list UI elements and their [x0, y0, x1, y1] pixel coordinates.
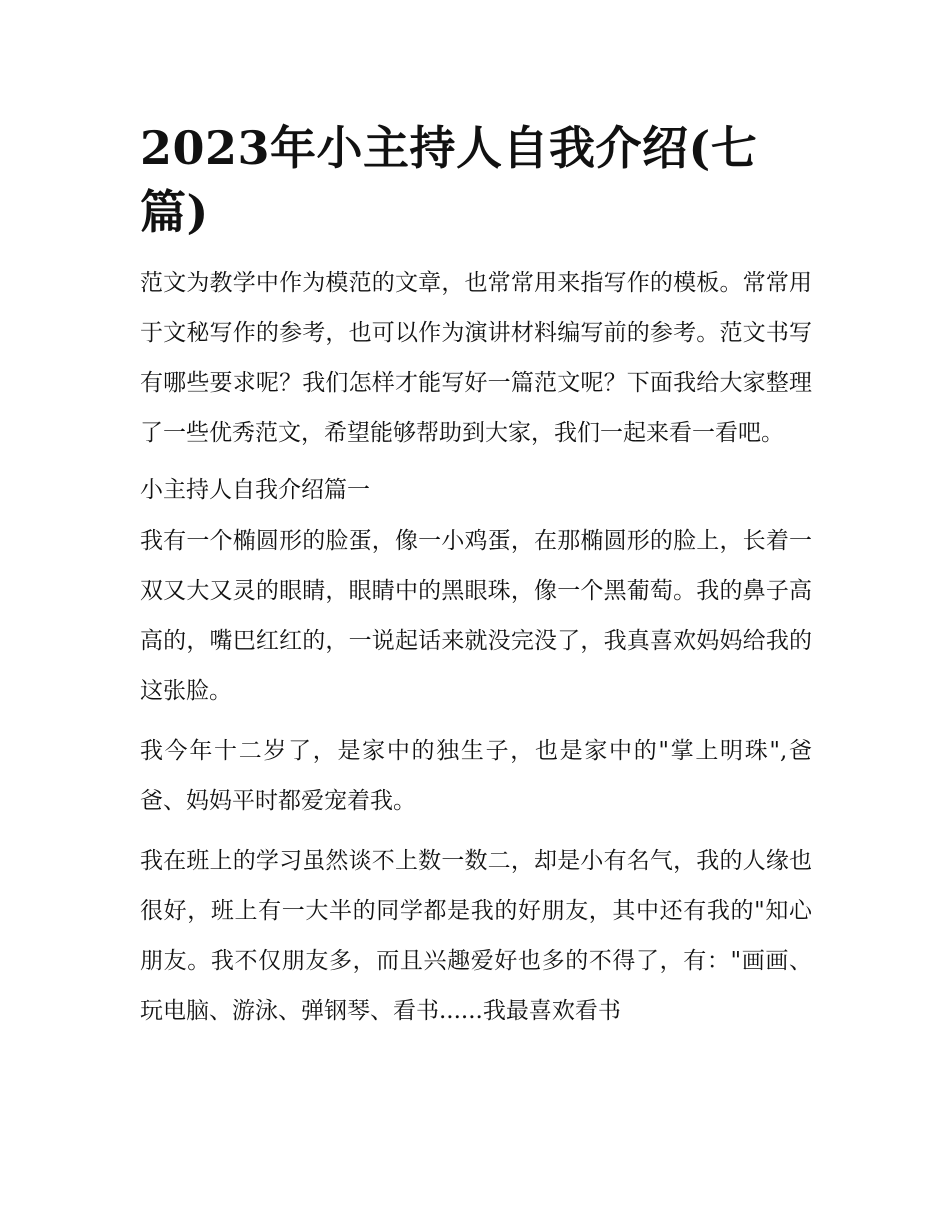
section-heading: 小主持人自我介绍篇一 [140, 477, 370, 503]
document-page [140, 116, 812, 1046]
section-paragraph-1: 我有一个椭圆形的脸蛋，像一小鸡蛋，在那椭圆形的脸上，长着一双又大又灵的眼睛，眼睛中的黑眼珠，像一个黑葡萄。我的鼻子高高的，嘴巴红红的，一说起话来就没完没了，我真喜欢妈妈给我的这张脸。 [140, 528, 812, 704]
document-title: 2023年小主持人自我介绍(七篇) [140, 121, 758, 239]
intro-paragraph: 范文为教学中作为模范的文章，也常常用来指写作的模板。常常用于文秘写作的参考，也可以作为演讲材料编写前的参考。范文书写有哪些要求呢？我们怎样才能写好一篇范文呢？下面我给大家整理了一些优秀范文，希望能够帮助到大家，我们一起来看一看吧。 [140, 270, 812, 446]
section-paragraph-2: 我今年十二岁了，是家中的独生子，也是家中的"掌上明珠",爸爸、妈妈平时都爱宠着我。 [140, 738, 812, 814]
section-paragraph-3: 我在班上的学习虽然谈不上数一数二，却是小有名气，我的人缘也很好，班上有一大半的同学都是我的好朋友，其中还有我的"知心朋友。我不仅朋友多，而且兴趣爱好也多的不得了，有："画画、玩电脑、游泳、弹钢琴、看书......我最喜欢看书 [140, 848, 812, 1024]
